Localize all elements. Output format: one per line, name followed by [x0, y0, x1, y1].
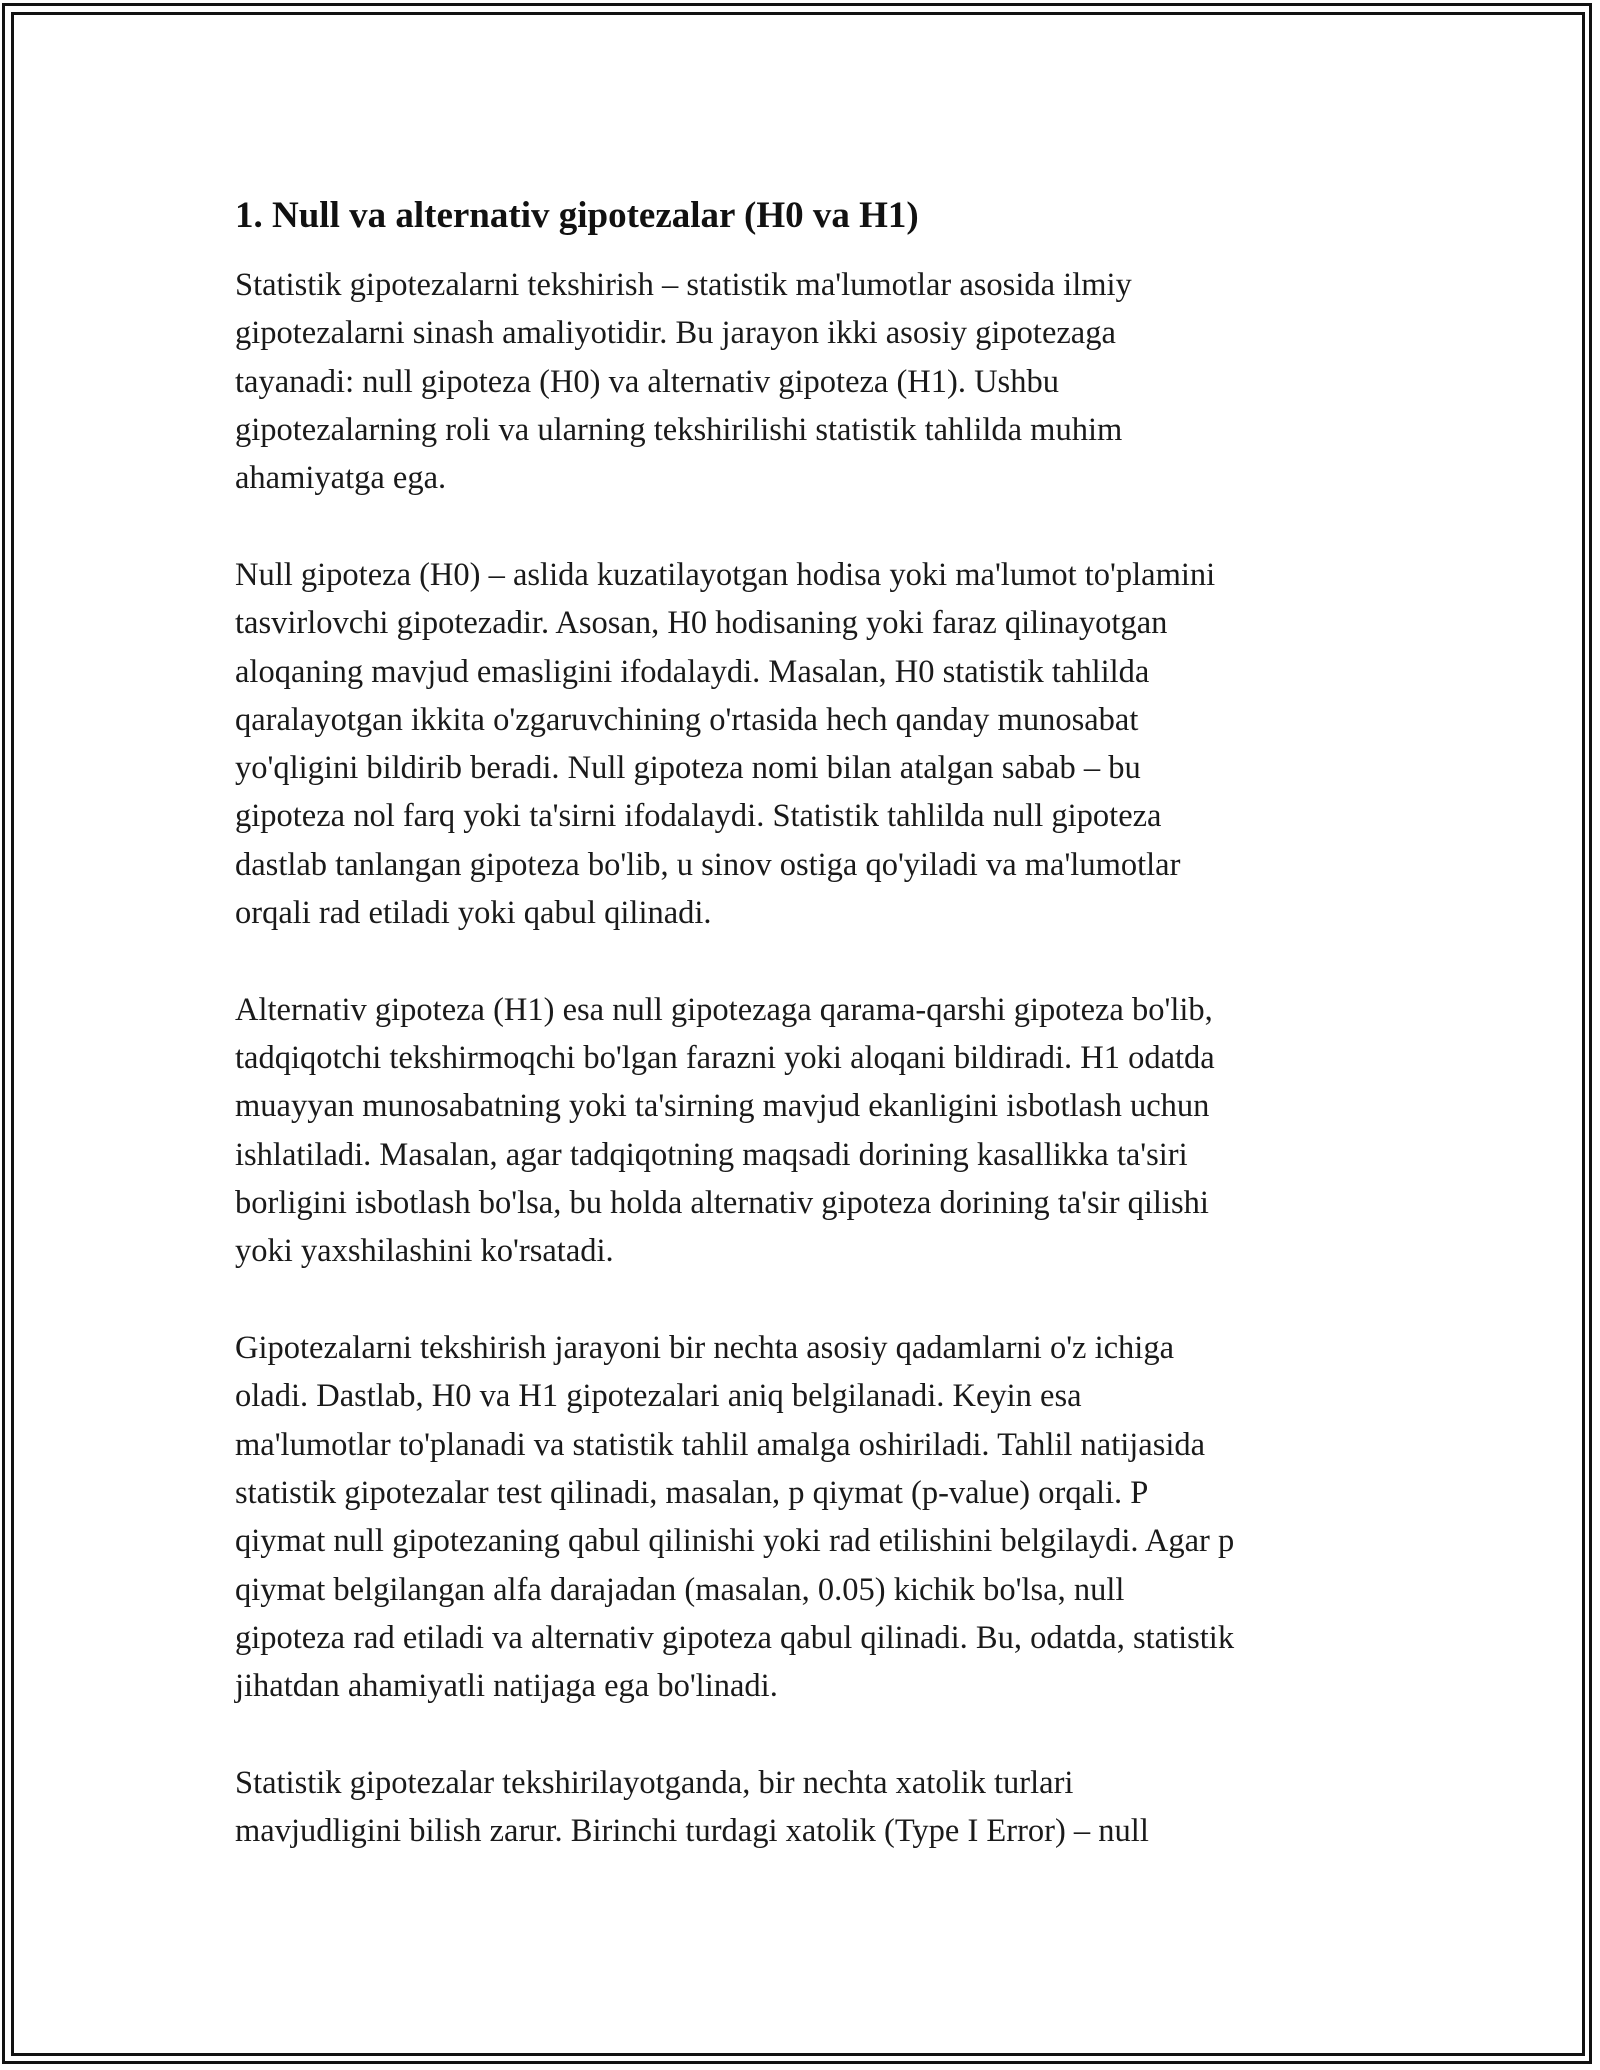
text-line: dastlab tanlangan gipoteza bo'lib, u sinov ostiga qo'yiladi va ma'lumotlar: [235, 846, 1181, 883]
text-line: Alternativ gipoteza (H1) esa null gipotezaga qarama-qarshi gipoteza bo'lib,: [235, 991, 1213, 1028]
text-line: tasvirlovchi gipotezadir. Asosan, H0 hodisaning yoki faraz qilinayotgan: [235, 605, 1168, 642]
text-line: oladi. Dastlab, H0 va H1 gipotezalari aniq belgilanadi. Keyin esa: [235, 1378, 1082, 1415]
paragraph: [235, 986, 1375, 1276]
text-line: Statistik gipotezalarni tekshirish – statistik ma'lumotlar asosida ilmiy: [235, 267, 1132, 303]
text-line: yoki yaxshilashini ko'rsatadi.: [235, 1233, 614, 1270]
text-line: borligini isbotlash bo'lsa, bu holda alternativ gipoteza dorining ta'sir qilishi: [235, 1185, 1209, 1222]
text-line: tayanadi: null gipoteza (H0) va alternativ gipoteza (H1). Ushbu: [235, 363, 1059, 400]
text-line: muayyan munosabatning yoki ta'sirning mavjud ekanligini isbotlash uchun: [235, 1088, 1210, 1125]
text-line: qiymat null gipotezaning qabul qilinishi yoki rad etilishini belgilaydi. Agar p: [235, 1523, 1235, 1560]
text-line: gipotezalarning roli va ularning tekshirilishi statistik tahlilda muhim: [235, 411, 1123, 448]
text-line: statistik gipotezalar test qilinadi, masalan, p qiymat (p-value) orqali. P: [235, 1475, 1149, 1512]
document-body: [235, 180, 1375, 1904]
paragraph: [235, 1759, 1375, 1856]
text-line: ahamiyatga ega.: [235, 460, 447, 497]
text-line: qaralayotgan ikkita o'zgaruvchining o'rtasida hech qanday munosabat: [235, 701, 1139, 738]
text-line: yo'qligini bildirib beradi. Null gipoteza nomi bilan atalgan sabab – bu: [235, 750, 1141, 787]
text-line: gipotezalarni sinash amaliyotidir. Bu jarayon ikki asosiy gipotezaga: [235, 315, 1116, 352]
paragraph: [235, 551, 1375, 937]
text-line: orqali rad etiladi yoki qabul qilinadi.: [235, 895, 712, 932]
text-line: Statistik gipotezalar tekshirilayotganda, bir nechta xatolik turlari: [235, 1765, 1074, 1802]
text-line: Null gipoteza (H0) – aslida kuzatilayotgan hodisa yoki ma'lumot to'plamini: [235, 556, 1216, 593]
paragraph: [235, 261, 1375, 502]
paragraph: [235, 1324, 1375, 1710]
text-line: Gipotezalarni tekshirish jarayoni bir nechta asosiy qadamlarni o'z ichiga: [235, 1330, 1175, 1367]
text-line: gipoteza nol farq yoki ta'sirni ifodalaydi. Statistik tahlilda null gipoteza: [235, 798, 1162, 835]
text-line: mavjudligini bilish zarur. Birinchi turdagi xatolik (Type I Error) – null: [235, 1813, 1149, 1850]
section-heading: 1. Null va alternativ gipotezalar (H0 va H1): [235, 195, 919, 236]
text-line: tadqiqotchi tekshirmoqchi bo'lgan farazni yoki aloqani bildiradi. H1 odatda: [235, 1040, 1215, 1077]
text-line: ma'lumotlar to'planadi va statistik tahlil amalga oshiriladi. Tahlil natijasida: [235, 1426, 1206, 1463]
paragraph-list: [235, 261, 1375, 1856]
text-line: qiymat belgilangan alfa darajadan (masalan, 0.05) kichik bo'lsa, null: [235, 1571, 1125, 1608]
text-line: ishlatiladi. Masalan, agar tadqiqotning maqsadi dorining kasallikka ta'siri: [235, 1136, 1188, 1173]
text-line: aloqaning mavjud emasligini ifodalaydi. Masalan, H0 statistik tahlilda: [235, 653, 1150, 690]
text-line: jihatdan ahamiyatli natijaga ega bo'linadi.: [235, 1668, 778, 1705]
text-line: gipoteza rad etiladi va alternativ gipoteza qabul qilinadi. Bu, odatda, statistik: [235, 1619, 1235, 1656]
